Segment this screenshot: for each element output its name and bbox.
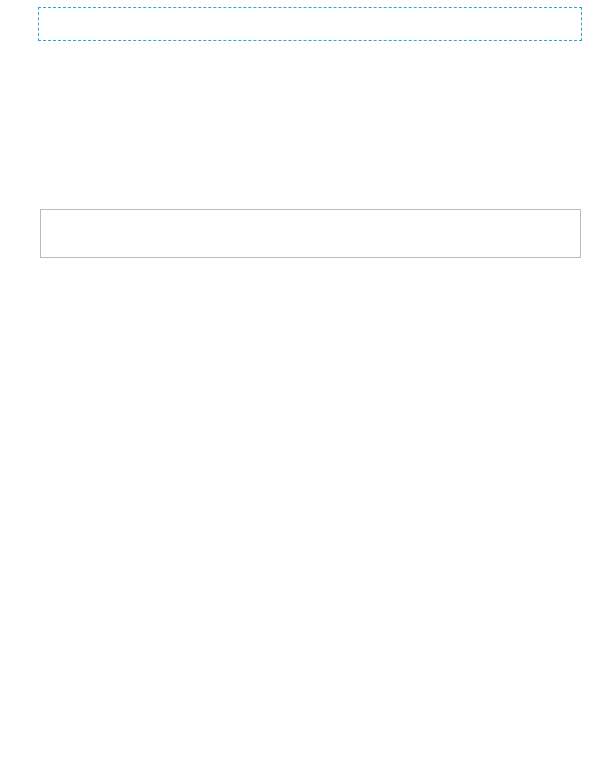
page-title: [44, 10, 56, 40]
legend-box: [40, 209, 581, 258]
title-banner: [38, 7, 582, 41]
attendance-grid: [0, 280, 593, 765]
